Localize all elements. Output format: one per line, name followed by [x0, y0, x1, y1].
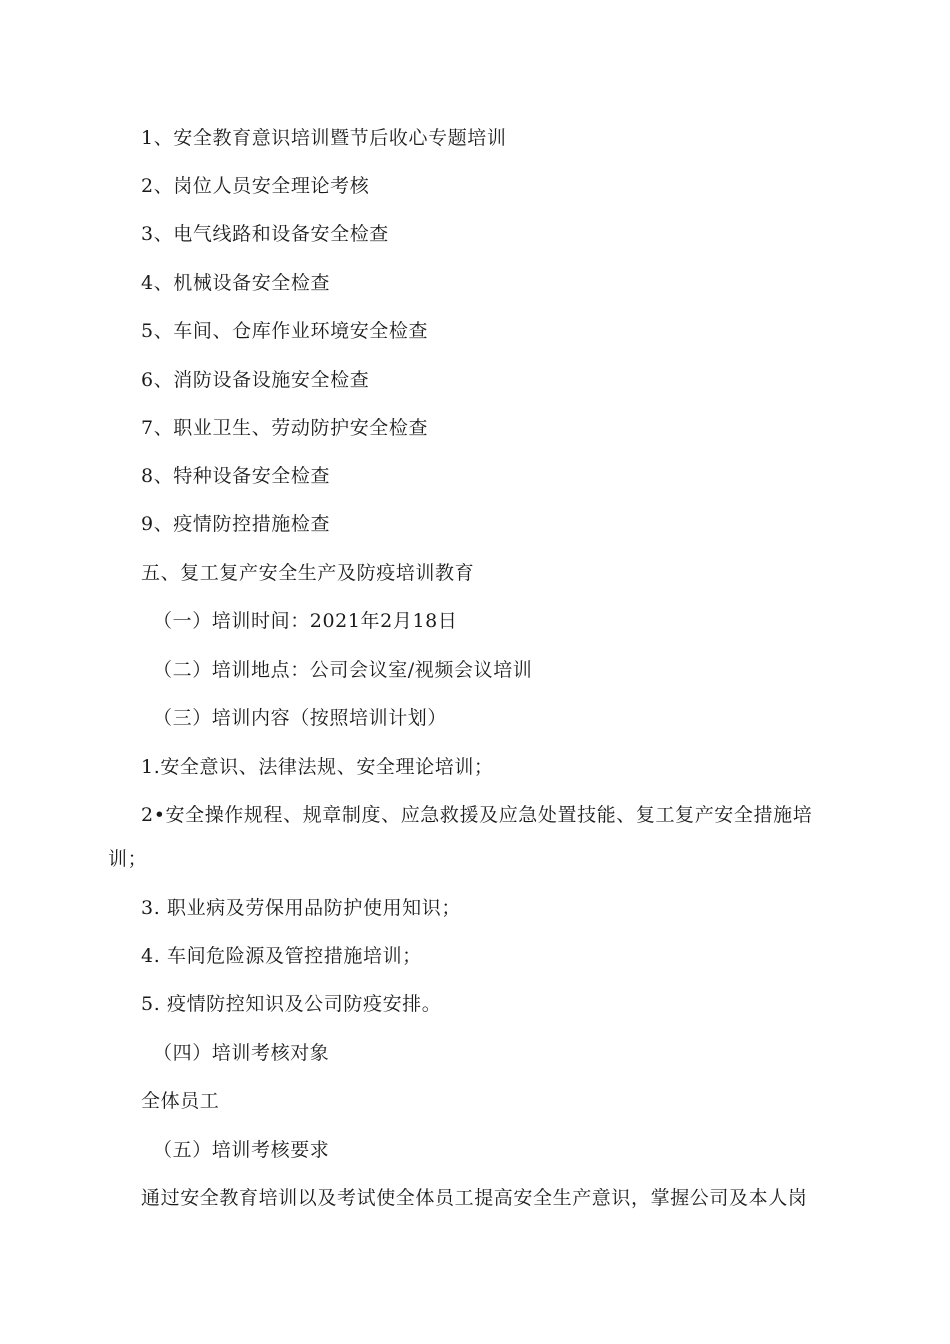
item-9: 9、疫情防控措施检查 — [141, 513, 331, 535]
content-item-2: 2•安全操作规程、规章制度、应急救援及应急处置技能、复工复产安全措施培 — [141, 804, 813, 826]
item-5: 5、车间、仓库作业环境安全检查 — [141, 320, 429, 342]
assessment-req-text: 通过安全教育培训以及考试使全体员工提高安全生产意识，掌握公司及本人岗 — [141, 1187, 808, 1209]
item-7: 7、职业卫生、劳动防护安全检查 — [141, 417, 429, 439]
item-1: 1、安全教育意识培训暨节后收心专题培训 — [141, 127, 507, 149]
training-place: （二）培训地点：公司会议室/视频会议培训 — [153, 659, 533, 681]
item-4: 4、机械设备安全检查 — [141, 272, 331, 294]
item-2: 2、岗位人员安全理论考核 — [141, 175, 370, 197]
content-item-3: 3. 职业病及劳保用品防护使用知识； — [141, 897, 461, 919]
content-item-4: 4. 车间危险源及管控措施培训； — [141, 945, 422, 967]
item-3: 3、电气线路和设备安全检查 — [141, 223, 389, 245]
item-6: 6、消防设备设施安全检查 — [141, 369, 370, 391]
content-item-1: 1.安全意识、法律法规、安全理论培训； — [141, 756, 494, 778]
assessment-target: 全体员工 — [141, 1090, 220, 1112]
item-8: 8、特种设备安全检查 — [141, 465, 331, 487]
section-heading: 五、复工复产安全生产及防疫培训教育 — [141, 562, 475, 584]
content-item-2-cont: 训； — [108, 848, 148, 870]
training-content-heading: （三）培训内容（按照培训计划） — [153, 707, 448, 729]
assessment-req-heading: （五）培训考核要求 — [153, 1139, 330, 1161]
training-time: （一）培训时间：2021年2月18日 — [153, 610, 458, 632]
assessment-target-heading: （四）培训考核对象 — [153, 1042, 330, 1064]
content-item-5: 5. 疫情防控知识及公司防疫安排。 — [141, 993, 442, 1015]
